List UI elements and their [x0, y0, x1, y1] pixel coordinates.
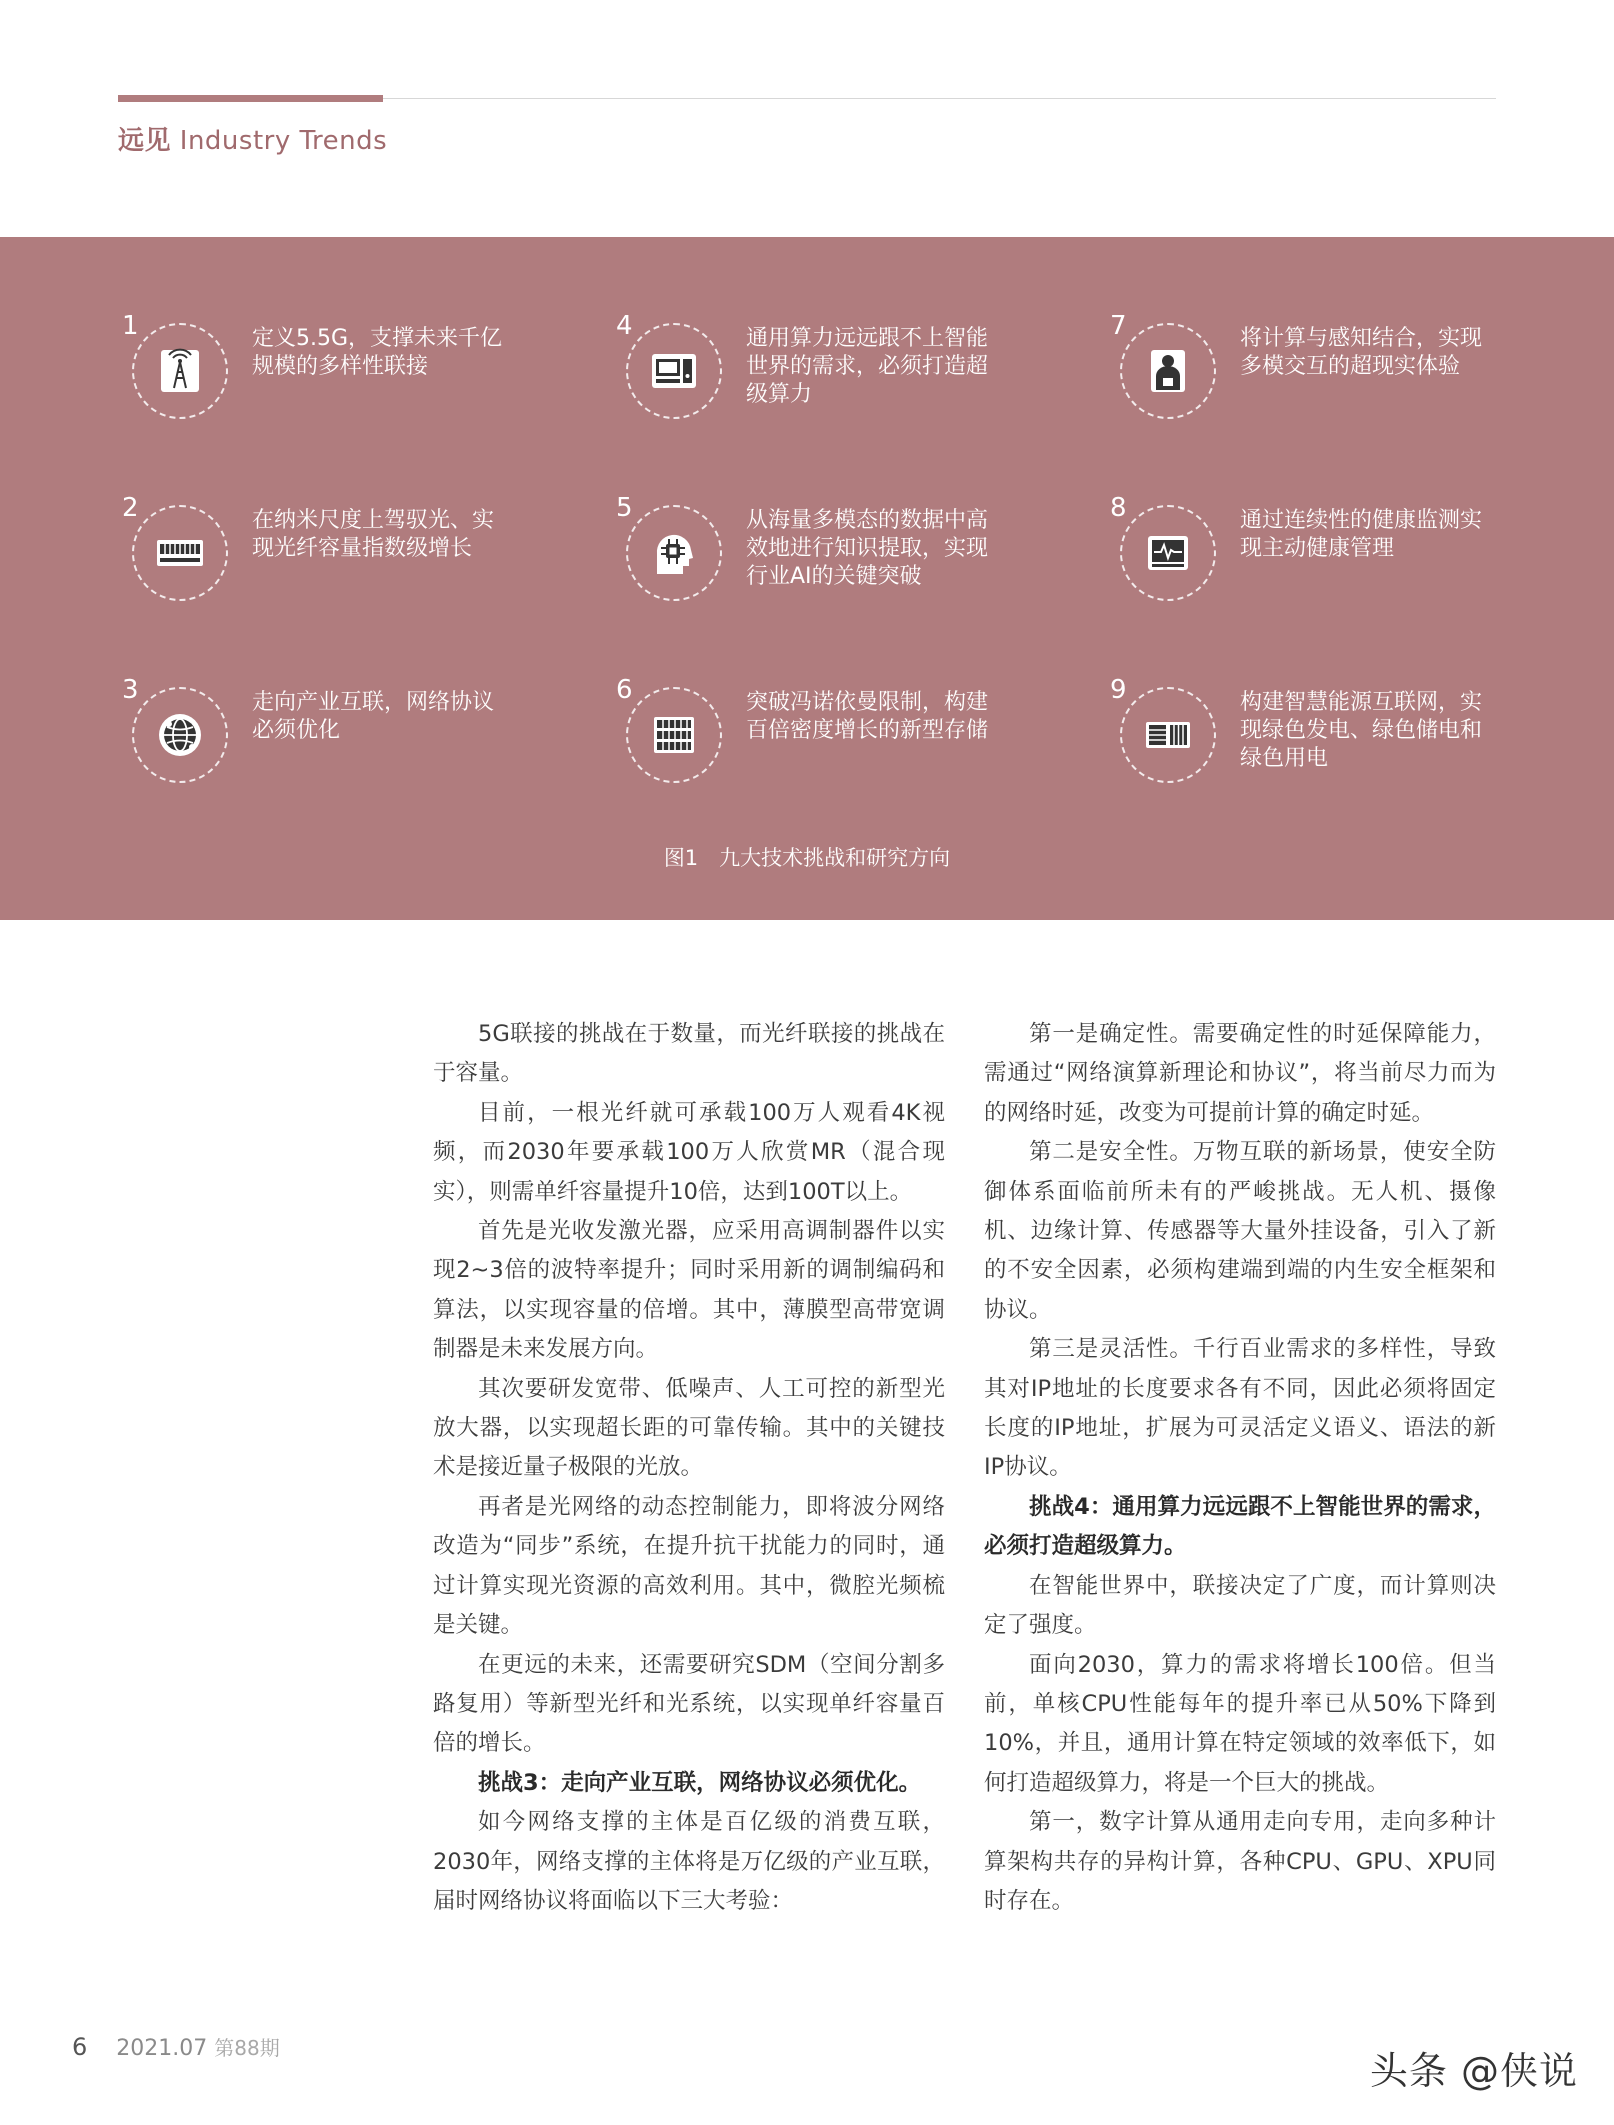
paragraph: 第一是确定性。需要确定性的时延保障能力，需通过“网络演算新理论和协议”，将当前尽力而为的网络时延，改变为可提前计算的确定时延。	[984, 1021, 1496, 1126]
paragraph: 再者是光网络的动态控制能力，即将波分网络改造为“同步”系统，在提升抗干扰能力的同时，通过计算实现光资源的高效利用。其中，微腔光频梳是关键。	[433, 1493, 945, 1639]
challenge-item-2	[122, 493, 602, 615]
page-footer	[72, 2032, 280, 2061]
issue-number: 第88期	[214, 2036, 280, 2060]
challenge-number: 8	[1110, 493, 1127, 523]
subheading: 挑战4：通用算力远远跟不上智能世界的需求，必须打造超级算力。	[984, 1493, 1496, 1560]
ai-brain-icon	[626, 505, 722, 601]
challenge-text: 构建智慧能源互联网，实现绿色发电、绿色储电和绿色用电	[1240, 690, 1483, 771]
paragraph: 其次要研发宽带、低噪声、人工可控的新型光放大器，以实现超长距的可靠传输。其中的关键技术是接近量子极限的光放。	[433, 1375, 945, 1481]
cell-tower-icon	[132, 323, 228, 419]
section-title-en: Industry Trends	[179, 126, 388, 156]
challenge-number: 6	[616, 675, 633, 705]
challenge-text: 走向产业互联，网络协议必须优化	[252, 690, 495, 743]
paragraph: 在智能世界中，联接决定了广度，而计算则决定了强度。	[984, 1572, 1496, 1639]
paragraph: 第二是安全性。万物互联的新场景，使安全防御体系面临前所未有的严峻挑战。无人机、摄像机、边缘计算、传感器等大量外挂设备，引入了新的不安全因素，必须构建端到端的内生安全框架和协议。	[984, 1139, 1496, 1323]
section-title	[118, 120, 387, 157]
challenge-number: 7	[1110, 311, 1127, 341]
challenge-item-5	[616, 493, 1096, 615]
optical-device-icon	[132, 505, 228, 601]
challenge-item-6	[616, 675, 1096, 797]
paragraph: 第一，数字计算从通用走向专用，走向多种计算架构共存的异构计算，各种CPU、GPU、XPU同时存在。	[984, 1809, 1496, 1914]
challenge-text: 在纳米尺度上驾驭光、实现光纤容量指数级增长	[252, 508, 495, 561]
paragraph: 目前，一根光纤就可承载100万人观看4K视频，而2030年要承载100万人欣赏MR（混合现实），则需单纤容量提升10倍，达到100T以上。	[433, 1099, 945, 1205]
paragraph: 如今网络支撑的主体是百亿级的消费互联，2030年，网络支撑的主体将是万亿级的产业互联，届时网络协议将面临以下三大考验：	[433, 1809, 945, 1914]
challenge-text: 将计算与感知结合，实现多模交互的超现实体验	[1240, 326, 1483, 379]
subheading: 挑战3：走向产业互联，网络协议必须优化。	[478, 1769, 922, 1796]
issue-date: 2021.07	[116, 2036, 208, 2061]
storage-icon	[626, 687, 722, 783]
challenge-item-7	[1110, 311, 1590, 433]
challenge-text: 通用算力远远跟不上智能世界的需求，必须打造超级算力	[746, 326, 989, 407]
figure-panel	[0, 237, 1614, 920]
challenge-item-8	[1110, 493, 1590, 615]
paragraph: 在更远的未来，还需要研究SDM（空间分割多路复用）等新型光纤和光系统，以实现单纤容量百倍的增长。	[433, 1651, 945, 1757]
challenge-text: 从海量多模态的数据中高效地进行知识提取，实现行业AI的关键突破	[746, 508, 989, 589]
watermark: 头条 @侠说	[1369, 2049, 1578, 2093]
challenge-text: 定义5.5G，支撑未来千亿规模的多样性联接	[252, 326, 503, 379]
challenge-item-1	[122, 311, 602, 433]
person-icon	[1120, 323, 1216, 419]
body-column-left	[433, 1015, 945, 1921]
challenge-item-4	[616, 311, 1096, 433]
challenge-number: 3	[122, 675, 139, 705]
challenge-text: 通过连续性的健康监测实现主动健康管理	[1240, 508, 1483, 561]
header-accent-bar	[118, 95, 383, 102]
body-column-right	[984, 1015, 1496, 1921]
challenge-item-3	[122, 675, 602, 797]
section-title-cn: 远见	[118, 126, 172, 156]
page-number: 6	[72, 2033, 88, 2061]
challenge-number: 1	[122, 311, 139, 341]
figure-caption: 图1 九大技术挑战和研究方向	[663, 846, 951, 870]
challenge-number: 5	[616, 493, 633, 523]
computer-icon	[626, 323, 722, 419]
challenge-item-9	[1110, 675, 1590, 797]
paragraph: 面向2030，算力的需求将增长100倍。但当前，单核CPU性能每年的提升率已从50%下降到10%，并且，通用计算在特定领域的效率低下，如何打造超级算力，将是一个巨大的挑战。	[984, 1651, 1496, 1796]
health-monitor-icon	[1120, 505, 1216, 601]
challenge-number: 4	[616, 311, 633, 341]
challenge-number: 2	[122, 493, 139, 523]
challenge-text: 突破冯诺依曼限制，构建百倍密度增长的新型存储	[746, 690, 989, 743]
paragraph: 首先是光收发激光器，应采用高调制器件以实现2~3倍的波特率提升；同时采用新的调制编码和算法，以实现容量的倍增。其中，薄膜型高带宽调制器是未来发展方向。	[433, 1218, 945, 1363]
paragraph: 第三是灵活性。千行百业需求的多样性，导致其对IP地址的长度要求各有不同，因此必须将固定长度的IP地址，扩展为可灵活定义语义、语法的新IP协议。	[984, 1336, 1496, 1481]
paragraph: 5G联接的挑战在于数量，而光纤联接的挑战在于容量。	[433, 1021, 945, 1087]
energy-icon	[1120, 687, 1216, 783]
network-globe-icon	[132, 687, 228, 783]
challenge-number: 9	[1110, 675, 1127, 705]
